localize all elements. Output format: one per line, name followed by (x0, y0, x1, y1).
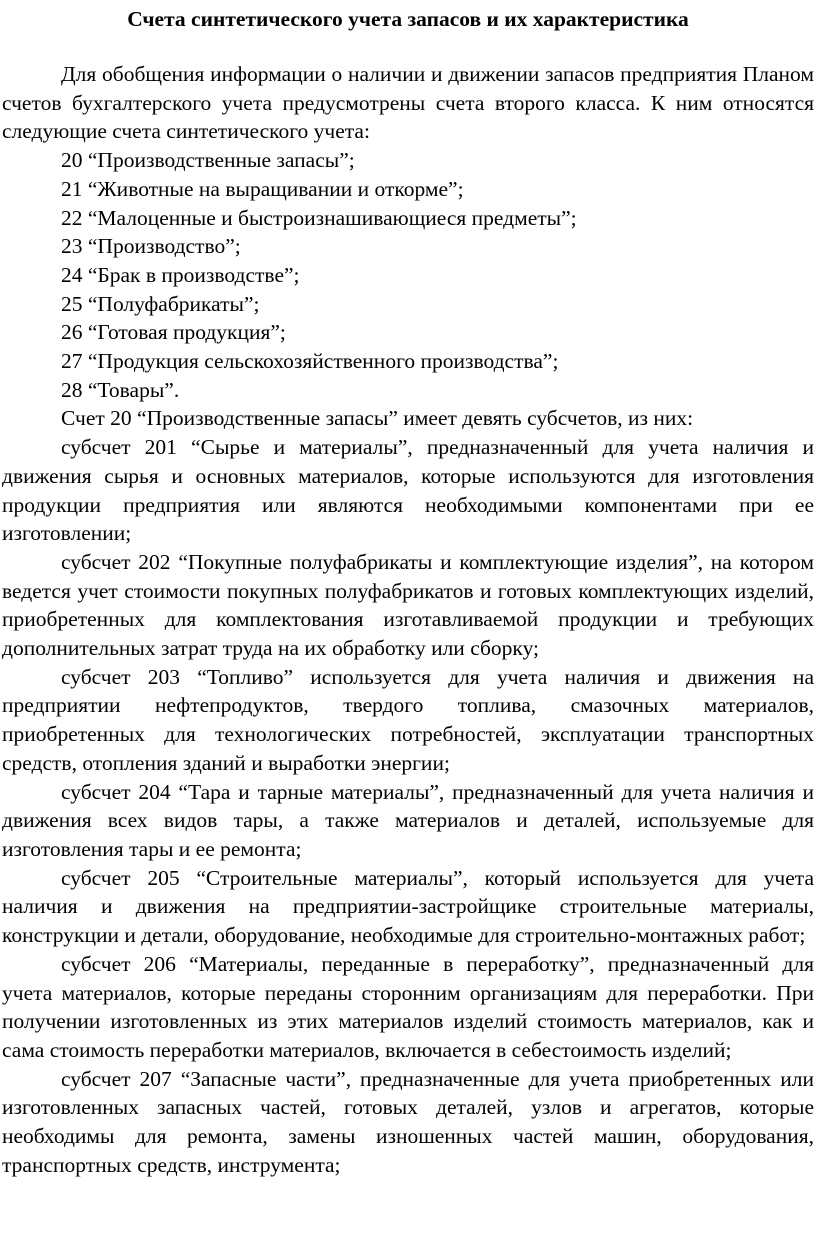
account-item: 25 “Полуфабрикаты”; (61, 291, 260, 316)
account-item: 26 “Готовая продукция”; (61, 320, 286, 345)
subaccount-paragraph: субсчет 202 “Покупные полуфабрикаты и комплектующие изделия”, на котором ведется учет стоимости покупных полуфабрикатов и готовых комплектующих изделий, приобретенных для комплектования изготавливаемой продукции и требующих дополнительных затрат труда на их обработку или сборку; (2, 549, 814, 661)
subaccount-paragraph: субсчет 203 “Топливо” используется для учета наличия и движения на предприятии нефтепродуктов, твердого топлива, смазочных материалов, приобретенных для технологических потребностей, эксплуатации транспортных средств, отопления зданий и выработки энергии; (2, 664, 814, 775)
subaccount-paragraph: субсчет 201 “Сырье и материалы”, предназначенный для учета наличия и движения сырья и основных материалов, которые используются для изготовления продукции предприятия или являются необходимыми компонентами при ее изготовлении; (2, 435, 814, 546)
subaccounts-list (2, 433, 814, 1179)
document-title: Счета синтетического учета запасов и их характеристика (127, 7, 689, 31)
subaccount-paragraph: субсчет 207 “Запасные части”, предназначенные для учета приобретенных или изготовленных запасных частей, готовых деталей, узлов и агрегатов, которые необходимы для ремонта, замены изношенных частей машин, оборудования, транспортных средств, инструмента; (2, 1066, 814, 1177)
subaccount-paragraph: субсчет 205 “Строительные материалы”, который используется для учета наличия и движения на предприятии-застройщике строительные материалы, конструкции и детали, оборудование, необходимые для строительно-монтажных работ; (2, 865, 814, 948)
subaccounts-intro: Счет 20 “Производственные запасы” имеет девять субсчетов, из них: (61, 406, 694, 431)
account-item: 24 “Брак в производстве”; (61, 262, 300, 287)
subaccount-paragraph: субсчет 206 “Материалы, переданные в переработку”, предназначенный для учета материалов, которые переданы сторонним организациям для переработки. При получении изготовленных из этих материалов изделий стоимость материалов, как и сама стоимость переработки материалов, включается в себестоимость изделий; (2, 951, 814, 1062)
account-item: 28 “Товары”. (61, 377, 180, 402)
account-item: 20 “Производственные запасы”; (61, 148, 355, 173)
accounts-list (2, 146, 814, 404)
intro-paragraph: Для обобщения информации о наличии и движении запасов предприятия Планом счетов бухгалтерского учета предусмотрены счета второго класса. К ним относятся следующие счета синтетического учета: (2, 62, 814, 144)
subaccount-paragraph: субсчет 204 “Тара и тарные материалы”, предназначенный для учета наличия и движения всех видов тары, а также материалов и деталей, используемые для изготовления тары и ее ремонта; (2, 779, 814, 861)
account-item: 27 “Продукция сельскохозяйственного производства”; (61, 349, 559, 374)
account-item: 22 “Малоценные и быстроизнашивающиеся предметы”; (61, 205, 577, 230)
account-item: 21 “Животные на выращивании и откорме”; (61, 176, 464, 201)
account-item: 23 “Производство”; (61, 234, 241, 259)
